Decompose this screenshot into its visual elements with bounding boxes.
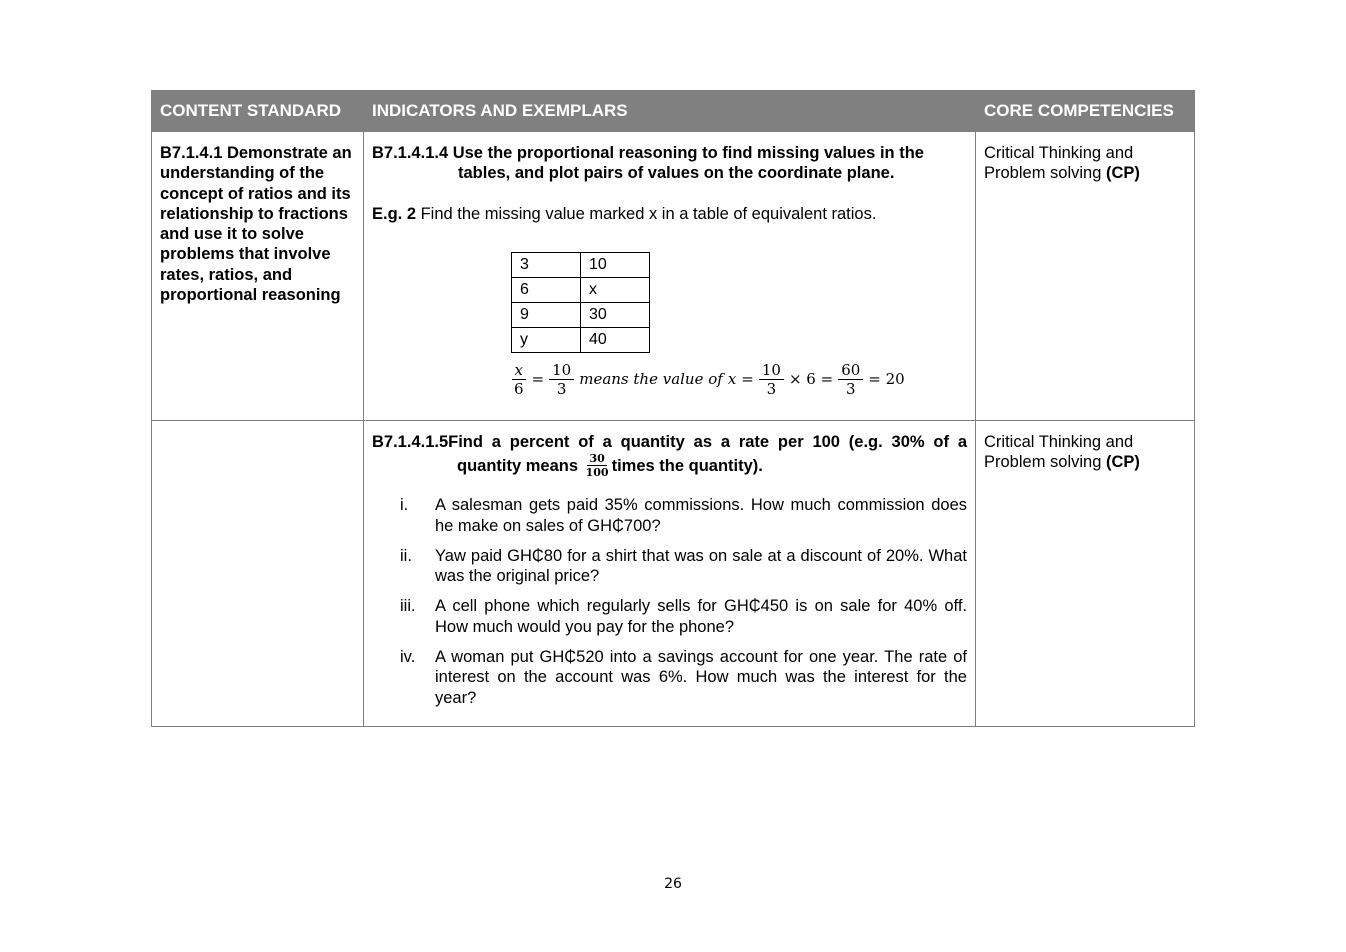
competency-code: (CP) [1105,164,1140,183]
table-row [152,132,1195,421]
ratio-cell: 6 [512,277,581,302]
ratio-cell: 10 [581,252,650,277]
question-number: iii. [400,597,416,616]
numerator: 10 [759,361,784,380]
ratio-cell: y [512,327,581,352]
numerator: 30 [589,452,605,466]
denominator: 100 [585,466,609,480]
question-number: i. [400,496,409,515]
question-text: Yaw paid GH₵80 for a shirt that was on sale at a discount of 20%. What was the original price? [435,546,967,586]
ratio-table [511,252,650,353]
fraction [511,361,527,398]
numerator: x [512,361,526,380]
header-indicators: INDICATORS AND EXEMPLARS [364,91,976,132]
question-text: A woman put GH₵520 into a savings account for one year. The rate of interest on the account was 6%. How much was the interest for the year? [435,648,967,707]
example-description: Find the missing value marked x in a table of equivalent ratios. [416,204,877,223]
indicator-line2: tables, and plot pairs of values on the coordinate plane. [458,164,895,183]
competency-cell [976,132,1195,421]
list-item [372,546,967,587]
question-text: A cell phone which regularly sells for GH₵450 is on sale for 40% off. How much would you pay for the phone? [435,597,967,636]
question-list [372,495,967,708]
ratio-cell: 40 [581,327,650,352]
header-row [152,91,1195,132]
competency-cell [976,421,1195,727]
equation-words: means the value of [579,370,723,389]
ratio-cell: x [581,277,650,302]
competency-text: Critical Thinking and Problem solving [984,144,1134,183]
indicator-line2-end: times the quantity). [611,456,763,475]
ratio-row [512,327,650,352]
indicator-line1: B7.1.4.1.4 Use the proportional reasoning to find missing values in the [372,144,924,162]
list-item [372,647,967,708]
competency-code: (CP) [1105,453,1140,472]
denominator: 3 [556,379,567,398]
equation-result: = 20 [868,370,905,389]
list-item [372,596,967,637]
multiply-term: × 6 = [788,370,834,389]
example-label: E.g. 2 [372,204,417,223]
question-number: ii. [400,546,412,565]
ratio-row [512,302,650,327]
curriculum-table [151,90,1195,727]
content-standard-cell [152,421,364,727]
variable-x: x [727,370,737,389]
indicator-line2-start: quantity means [457,456,579,475]
ratio-cell: 30 [581,302,650,327]
table-row [152,421,1195,727]
content-standard-cell: B7.1.4.1 Demonstrate an understanding of the concept of ratios and its relationship to fractions and use it to solve problems that involve rates, ratios, and proportional reasoning [152,132,364,421]
equals-sign: = [531,370,545,389]
numerator: 10 [549,361,574,380]
indicator-cell [364,132,976,421]
ratio-cell: 3 [512,252,581,277]
denominator: 3 [766,379,777,398]
numerator: 60 [838,361,863,380]
ratio-cell: 9 [512,302,581,327]
header-content-standard: CONTENT STANDARD [152,91,364,132]
competency-text: Critical Thinking and Problem solving [984,433,1134,472]
ratio-row [512,277,650,302]
indicator-cell [364,421,976,727]
solution-equation [511,361,967,398]
fraction [838,361,863,398]
question-number: iv. [400,648,416,667]
indicator-line2 [372,452,967,479]
ratio-row [512,252,650,277]
denominator: 6 [514,379,524,398]
fraction [759,361,784,398]
page-number: 26 [664,876,682,892]
question-text: A salesman gets paid 35% commissions. How much commission does he make on sales of GH₵700? [435,496,967,535]
list-item [372,495,967,536]
example-text [372,204,967,224]
fraction [549,361,574,398]
denominator: 3 [845,379,856,398]
indicator-line1: B7.1.4.1.5Find a percent of a quantity as a rate per 100 (e.g. 30% of a [372,433,967,451]
indicator-title [372,143,967,184]
fraction [584,452,611,479]
header-competencies: CORE COMPETENCIES [976,91,1195,132]
equals-sign: = [741,370,754,389]
